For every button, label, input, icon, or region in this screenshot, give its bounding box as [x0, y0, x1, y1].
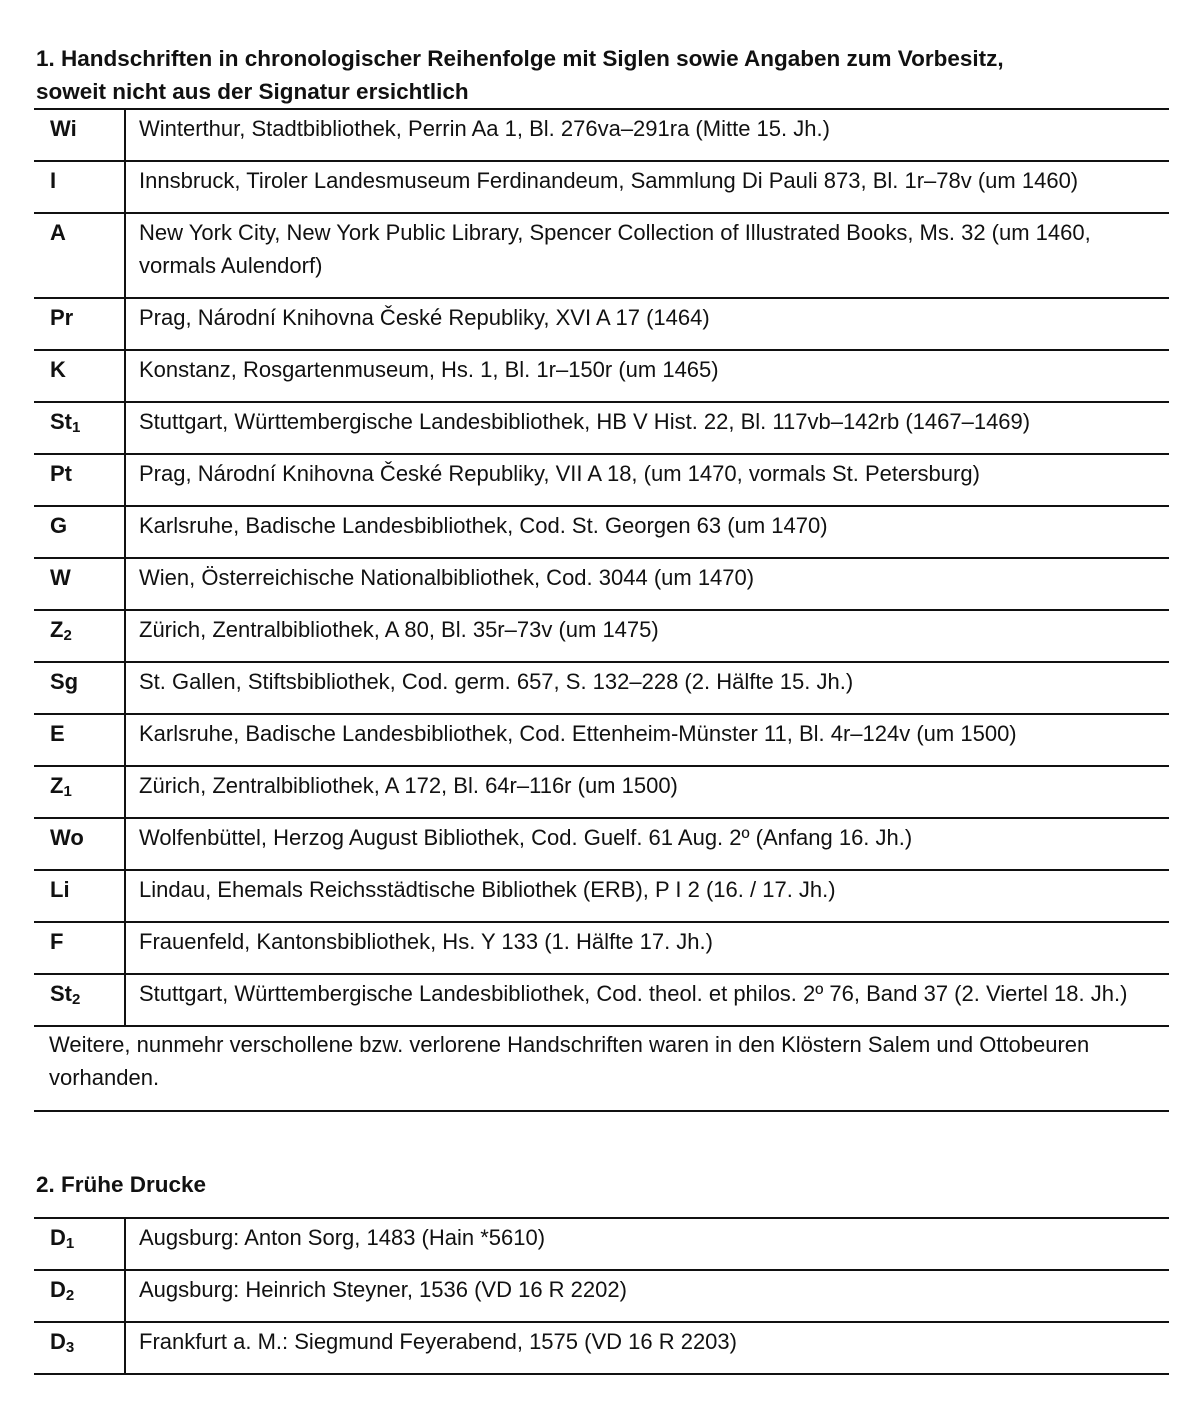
- manuscript-description: Konstanz, Rosgartenmuseum, Hs. 1, Bl. 1r–150r (um 1465): [139, 357, 719, 382]
- manuscript-description: Stuttgart, Württembergische Landesbibliothek, HB V Hist. 22, Bl. 117vb–142rb (1467–1469): [139, 409, 1031, 434]
- siglum: F: [50, 929, 64, 954]
- table-row: [34, 870, 1169, 922]
- manuscript-description: Zürich, Zentralbibliothek, A 172, Bl. 64r–116r (um 1500): [139, 773, 678, 798]
- manuscript-description: Karlsruhe, Badische Landesbibliothek, Cod. St. Georgen 63 (um 1470): [139, 513, 828, 538]
- siglum-cell: [34, 1322, 125, 1374]
- manuscript-description: Frauenfeld, Kantonsbibliothek, Hs. Y 133 (1. Hälfte 17. Jh.): [139, 929, 713, 954]
- manuscript-description: Frankfurt a. M.: Siegmund Feyerabend, 1575 (VD 16 R 2203): [139, 1329, 737, 1354]
- table-row: [34, 350, 1169, 402]
- siglum: Sg: [50, 669, 79, 694]
- siglum-cell: [34, 161, 125, 213]
- manuscript-description: New York City, New York Public Library, Spencer Collection of Illustrated Books, Ms. 32 (um 1460, vormals Aulendorf): [139, 220, 1091, 278]
- table-row: [34, 454, 1169, 506]
- siglum: D: [50, 1225, 66, 1250]
- siglum-cell: [34, 662, 125, 714]
- manuscript-description: St. Gallen, Stiftsbibliothek, Cod. germ. 657, S. 132–228 (2. Hälfte 15. Jh.): [139, 669, 854, 694]
- table-row: [34, 109, 1169, 161]
- table-row: [34, 558, 1169, 610]
- siglum-cell: [34, 766, 125, 818]
- siglum-cell: [34, 974, 125, 1026]
- manuscript-description: Augsburg: Heinrich Steyner, 1536 (VD 16 R 2202): [139, 1277, 627, 1302]
- manuscript-description: Winterthur, Stadtbibliothek, Perrin Aa 1, Bl. 276va–291ra (Mitte 15. Jh.): [139, 116, 830, 141]
- table-row: [34, 714, 1169, 766]
- siglum: St: [50, 981, 72, 1006]
- siglum: D: [50, 1277, 66, 1302]
- siglum-cell: [34, 109, 125, 161]
- siglum-cell: [34, 454, 125, 506]
- siglum: Pt: [50, 461, 72, 486]
- siglum-cell: [34, 350, 125, 402]
- siglum-cell: [34, 298, 125, 350]
- siglum-cell: [34, 870, 125, 922]
- siglum: Wo: [50, 825, 84, 850]
- table-row: [34, 974, 1169, 1026]
- section-1-heading-line-1: 1. Handschriften in chronologischer Reihenfolge mit Siglen sowie Angaben zum Vorbesitz,: [36, 46, 1004, 71]
- siglum: Li: [50, 877, 70, 902]
- siglum-subscript: 3: [65, 1339, 75, 1356]
- manuscript-description: Prag, Národní Knihovna České Republiky, XVI A 17 (1464): [139, 305, 710, 330]
- siglum: G: [50, 513, 68, 538]
- siglum-cell: [34, 922, 125, 974]
- manuscript-description: Stuttgart, Württembergische Landesbibliothek, Cod. theol. et philos. 2º 76, Band 37 (2. Viertel 18. Jh.): [139, 981, 1128, 1006]
- manuscript-description: Wien, Österreichische Nationalbibliothek, Cod. 3044 (um 1470): [139, 565, 755, 590]
- table-row: [34, 662, 1169, 714]
- table-row: [34, 1218, 1169, 1270]
- manuscript-description: Prag, Národní Knihovna České Republiky, VII A 18, (um 1470, vormals St. Petersburg): [139, 461, 980, 486]
- section-1-heading-line-2: soweit nicht aus der Signatur ersichtlich: [36, 79, 469, 104]
- siglum: E: [50, 721, 65, 746]
- siglum: St: [50, 409, 72, 434]
- siglum: Pr: [50, 305, 74, 330]
- note-row: [34, 1026, 1169, 1111]
- siglum-cell: [34, 610, 125, 662]
- siglum-cell: [34, 1270, 125, 1322]
- siglum: Z: [50, 773, 64, 798]
- siglum-subscript: 1: [72, 419, 81, 436]
- siglum-subscript: 2: [65, 1287, 75, 1304]
- siglum-cell: [34, 213, 125, 298]
- manuscripts-table: [34, 108, 1169, 1112]
- table-row: [34, 922, 1169, 974]
- table-row: [34, 818, 1169, 870]
- section-1-heading: [36, 42, 1156, 108]
- siglum: I: [50, 168, 57, 193]
- manuscript-description: Wolfenbüttel, Herzog August Bibliothek, Cod. Guelf. 61 Aug. 2º (Anfang 16. Jh.): [139, 825, 913, 850]
- table-row: [34, 1270, 1169, 1322]
- siglum-cell: [34, 402, 125, 454]
- manuscript-description: Zürich, Zentralbibliothek, A 80, Bl. 35r–73v (um 1475): [139, 617, 659, 642]
- siglum-subscript: 1: [63, 783, 72, 800]
- siglum: A: [50, 220, 66, 245]
- table-row: [34, 161, 1169, 213]
- siglum: Z: [50, 617, 64, 642]
- table-row: [34, 1322, 1169, 1374]
- table-row: [34, 402, 1169, 454]
- siglum: Wi: [50, 116, 77, 141]
- section-2-heading: 2. Frühe Drucke: [36, 1172, 207, 1197]
- siglum: D: [50, 1329, 66, 1354]
- siglum-cell: [34, 506, 125, 558]
- table-row: [34, 610, 1169, 662]
- siglum-subscript: 2: [72, 991, 81, 1008]
- siglum-cell: [34, 558, 125, 610]
- manuscript-description: Augsburg: Anton Sorg, 1483 (Hain *5610): [139, 1225, 546, 1250]
- manuscripts-table-body: [34, 109, 1169, 1111]
- manuscript-description: Karlsruhe, Badische Landesbibliothek, Cod. Ettenheim-Münster 11, Bl. 4r–124v (um 1500): [139, 721, 1017, 746]
- siglum-subscript: 1: [65, 1235, 75, 1252]
- table-row: [34, 506, 1169, 558]
- table-row: [34, 298, 1169, 350]
- table-row: [34, 766, 1169, 818]
- siglum-subscript: 2: [63, 627, 72, 644]
- manuscript-description: Lindau, Ehemals Reichsstädtische Bibliothek (ERB), P I 2 (16. / 17. Jh.): [139, 877, 836, 902]
- lost-manuscripts-note: Weitere, nunmehr verschollene bzw. verlorene Handschriften waren in den Klöstern Salem und Ottobeuren vorhanden.: [49, 1032, 1090, 1090]
- siglum-cell: [34, 818, 125, 870]
- prints-table: [34, 1217, 1169, 1375]
- prints-table-body: [34, 1218, 1169, 1374]
- table-row: [34, 213, 1169, 298]
- siglum: W: [50, 565, 71, 590]
- manuscript-description: Innsbruck, Tiroler Landesmuseum Ferdinandeum, Sammlung Di Pauli 873, Bl. 1r–78v (um 1460): [139, 168, 1079, 193]
- siglum-cell: [34, 1218, 125, 1270]
- siglum-cell: [34, 714, 125, 766]
- siglum: K: [50, 357, 66, 382]
